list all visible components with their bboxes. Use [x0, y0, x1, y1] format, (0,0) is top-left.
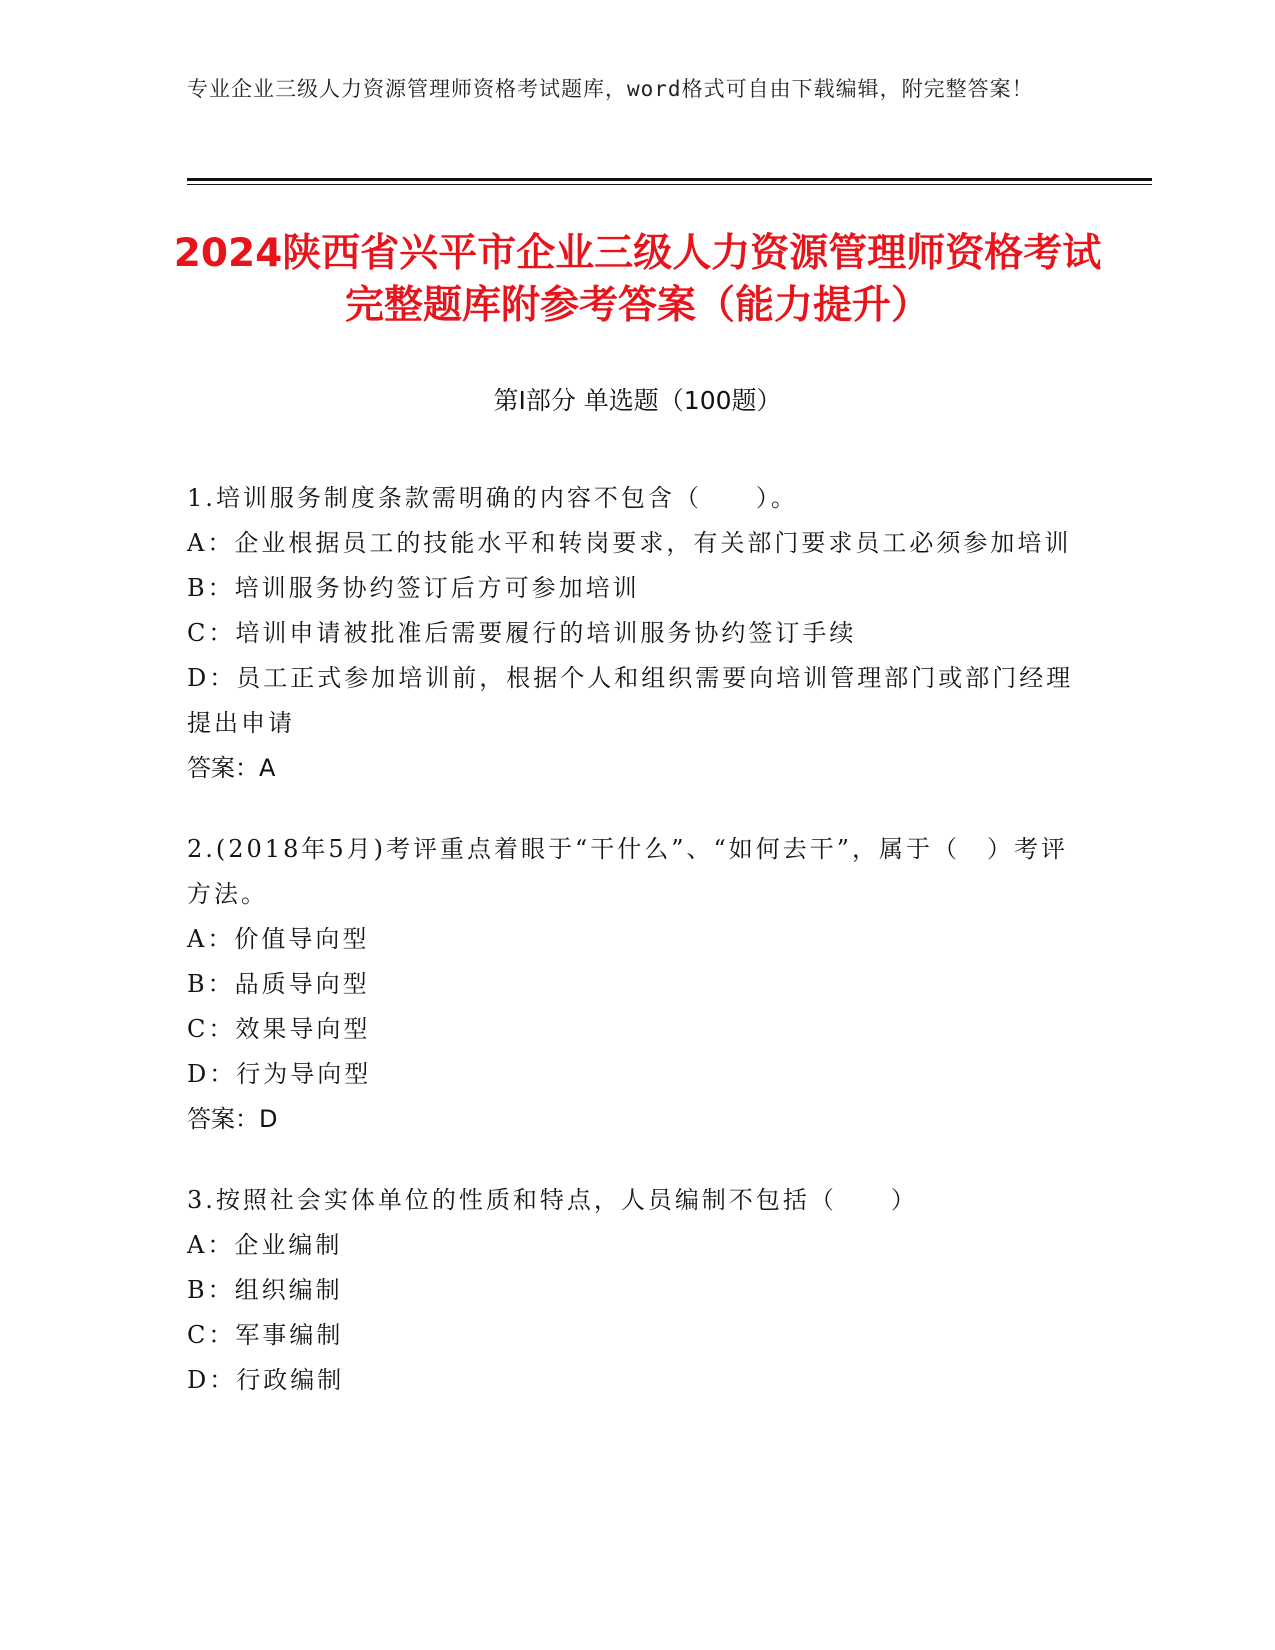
option-c: C：培训申请被批准后需要履行的培训服务协约签订手续 — [187, 619, 857, 647]
document-title: 2024陕西省兴平市企业三级人力资源管理师资格考试完整题库附参考答案（能力提升） — [173, 231, 1102, 328]
option-a: A：价值导向型 — [187, 925, 370, 953]
option-a: A：企业根据员工的技能水平和转岗要求，有关部门要求员工必须参加培训 — [187, 529, 1072, 557]
option-d: D：行政编制 — [187, 1366, 345, 1394]
option-b: B：品质导向型 — [187, 970, 370, 998]
section-title: 第Ⅰ部分 单选题（100题） — [493, 386, 782, 415]
option-d: D：行为导向型 — [187, 1060, 372, 1088]
question-1 — [187, 476, 1077, 791]
option-c: C：军事编制 — [187, 1321, 344, 1349]
option-a: A：企业编制 — [187, 1231, 343, 1259]
option-c: C：效果导向型 — [187, 1015, 371, 1043]
question-2 — [187, 827, 1077, 1142]
answer: 答案：D — [187, 1105, 278, 1133]
question-stem: 1.培训服务制度条款需明确的内容不包含（ ）。 — [187, 484, 798, 512]
option-b: B：培训服务协约签订后方可参加培训 — [187, 574, 640, 602]
question-3 — [187, 1178, 1077, 1403]
question-stem: 3.按照社会实体单位的性质和特点，人员编制不包括（ ） — [187, 1186, 918, 1214]
header-rule-thin — [187, 184, 1152, 185]
question-stem: 2.(2018年5月)考评重点着眼于“干什么”、“如何去干”，属于（ ）考评方法。 — [187, 835, 1069, 908]
header-rule-thick — [187, 178, 1152, 181]
option-d: D：员工正式参加培训前，根据个人和组织需要向培训管理部门或部门经理提出申请 — [187, 664, 1074, 737]
question-list — [187, 476, 1077, 1439]
answer: 答案：A — [187, 754, 276, 782]
header-note: 专业企业三级人力资源管理师资格考试题库，word格式可自由下载编辑，附完整答案！ — [187, 77, 1034, 101]
option-b: B：组织编制 — [187, 1276, 343, 1304]
